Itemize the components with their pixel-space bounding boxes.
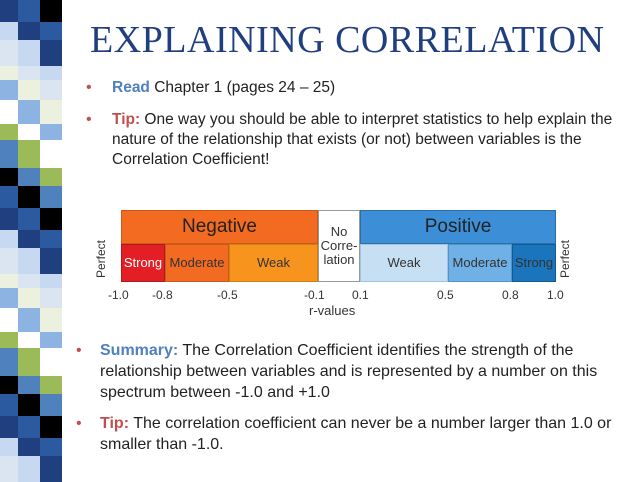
mosaic-tile: [18, 456, 40, 482]
mosaic-tile: [0, 348, 18, 376]
mosaic-tile: [0, 456, 18, 482]
mosaic-tile: [18, 348, 40, 376]
mosaic-tile: [18, 274, 40, 288]
strong-positive-segment: Strong: [512, 244, 556, 282]
mosaic-tile: [18, 248, 40, 274]
mosaic-tile: [18, 186, 40, 208]
mosaic-tile: [0, 124, 18, 140]
mosaic-tile: [40, 168, 62, 186]
perfect-right-label: Perfect: [558, 239, 573, 279]
bullet-text: Chapter 1 (pages 24 – 25): [149, 79, 336, 96]
bullet-text: The correlation coefficient can never be a number larger than 1.0 or smaller than -1.0.: [100, 415, 612, 453]
mosaic-tile: [18, 66, 40, 80]
mosaic-tile: [40, 0, 62, 22]
tick-label: -0.1: [304, 288, 325, 302]
mosaic-tile: [0, 100, 18, 124]
bullet-read: [86, 78, 626, 98]
tick-label: 0.1: [352, 288, 369, 302]
mosaic-tile: [18, 376, 40, 394]
bullet-lead: Tip:: [112, 111, 141, 128]
mosaic-tile: [40, 308, 62, 332]
mosaic-tile: [18, 208, 40, 230]
x-axis-label: r-values: [309, 303, 356, 318]
mosaic-tile: [0, 274, 18, 288]
moderate-negative-segment: Moderate: [165, 244, 229, 282]
mosaic-tile: [40, 22, 62, 40]
mosaic-tile: [0, 416, 18, 438]
slide-title: EXPLAINING CORRELATION: [90, 19, 605, 61]
tick-label: -0.8: [152, 288, 173, 302]
bullet-text: The Correlation Coefficient identifies the strength of the relationship between variables and is represented by a number on this spectrum between -1.0 and +1.0: [100, 342, 598, 401]
bullet-tip-bottom: [76, 413, 616, 455]
mosaic-tile: [0, 80, 18, 100]
mosaic-tile: [18, 140, 40, 168]
mosaic-tile: [18, 394, 40, 416]
mosaic-tile: [18, 438, 40, 456]
mosaic-tile: [18, 308, 40, 332]
mosaic-tile: [0, 394, 18, 416]
mosaic-tile: [0, 168, 18, 186]
mosaic-tile: [0, 308, 18, 332]
mosaic-tile: [18, 168, 40, 186]
mosaic-tile: [0, 40, 18, 66]
mosaic-tile: [18, 230, 40, 248]
mosaic-tile: [0, 208, 18, 230]
mosaic-tile: [18, 288, 40, 308]
tick-label: 0.5: [437, 288, 454, 302]
perfect-left-label: Perfect: [94, 239, 109, 279]
mosaic-tile: [18, 80, 40, 100]
bullet-text: One way you should be able to interpret statistics to help explain the nature of the relationship that exists (or not) between variables is the Correlation Coefficient!: [112, 111, 613, 168]
mosaic-tile: [40, 208, 62, 230]
mosaic-tile: [18, 332, 40, 348]
mosaic-tile: [40, 40, 62, 66]
mosaic-tile: [18, 416, 40, 438]
bullet-summary: [76, 340, 616, 403]
mosaic-tile: [40, 416, 62, 438]
no-correlation-segment: No Corre- lation: [318, 210, 360, 282]
mosaic-tile: [0, 186, 18, 208]
negative-header: Negative: [121, 210, 318, 244]
weak-negative-segment: Weak: [229, 244, 318, 282]
mosaic-tile: [40, 376, 62, 394]
mosaic-tile: [0, 22, 18, 40]
top-bullet-list: [86, 78, 626, 182]
moderate-positive-segment: Moderate: [448, 244, 512, 282]
mosaic-tile: [0, 248, 18, 274]
mosaic-tile: [0, 140, 18, 168]
mosaic-tile: [18, 0, 40, 22]
mosaic-tile: [40, 124, 62, 140]
bullet-dot-icon: •: [76, 415, 82, 432]
bullet-lead: Summary:: [100, 342, 179, 359]
tick-label: -1.0: [108, 288, 129, 302]
mosaic-tile: [0, 376, 18, 394]
weak-positive-segment: Weak: [360, 244, 448, 282]
correlation-spectrum: [94, 206, 584, 326]
tick-label: -0.5: [217, 288, 238, 302]
bullet-dot-icon: •: [86, 111, 92, 128]
mosaic-tile: [40, 394, 62, 416]
mosaic-tile: [40, 348, 62, 376]
mosaic-tile: [40, 230, 62, 248]
mosaic-tile: [18, 100, 40, 124]
mosaic-tile: [18, 124, 40, 140]
mosaic-tile: [40, 100, 62, 124]
mosaic-tile: [18, 22, 40, 40]
bullet-lead: Read: [112, 79, 150, 96]
mosaic-tile: [0, 438, 18, 456]
positive-header: Positive: [360, 210, 556, 244]
decorative-mosaic-strip: [0, 0, 62, 479]
mosaic-tile: [40, 140, 62, 168]
mosaic-tile: [40, 274, 62, 288]
mosaic-tile: [40, 332, 62, 348]
tick-label: 1.0: [547, 288, 564, 302]
mosaic-tile: [18, 40, 40, 66]
bullet-dot-icon: •: [86, 79, 92, 96]
tick-label: 0.8: [502, 288, 519, 302]
mosaic-tile: [0, 288, 18, 308]
mosaic-tile: [0, 230, 18, 248]
bullet-dot-icon: •: [76, 342, 82, 359]
mosaic-tile: [40, 186, 62, 208]
mosaic-tile: [40, 248, 62, 274]
bullet-lead: Tip:: [100, 415, 130, 432]
mosaic-tile: [0, 0, 18, 22]
mosaic-tile: [40, 80, 62, 100]
mosaic-tile: [40, 438, 62, 456]
bottom-bullet-list: [76, 340, 616, 465]
mosaic-tile: [40, 288, 62, 308]
mosaic-tile: [0, 66, 18, 80]
mosaic-tile: [40, 456, 62, 482]
mosaic-tile: [40, 66, 62, 80]
mosaic-tile: [0, 332, 18, 348]
strong-negative-segment: Strong: [121, 244, 165, 282]
bullet-tip: [86, 110, 626, 170]
